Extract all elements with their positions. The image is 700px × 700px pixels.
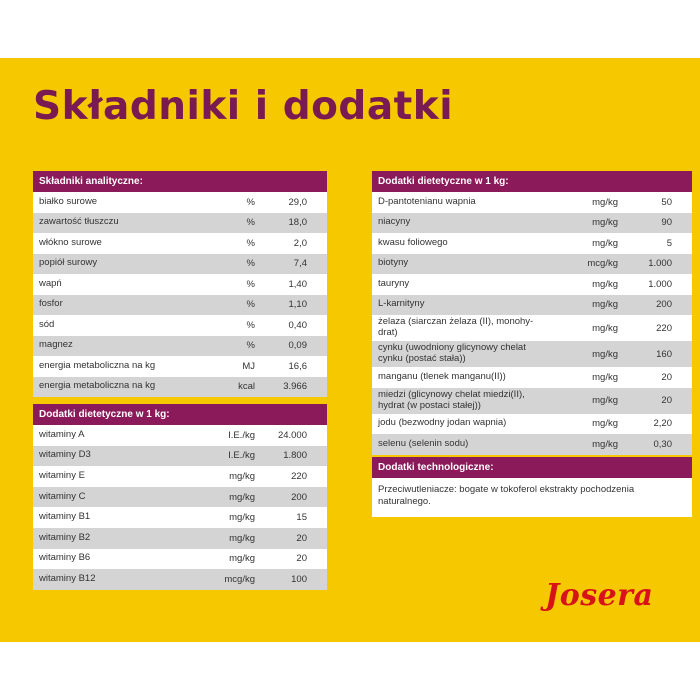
- table-row: [33, 213, 327, 234]
- row-value: 5: [666, 237, 672, 249]
- row-value: 2,20: [653, 418, 672, 430]
- row-label: witaminy B1: [39, 511, 91, 523]
- row-value: 200: [291, 491, 307, 503]
- row-unit: %: [246, 319, 255, 331]
- additives-panel: [372, 171, 692, 455]
- table-row: [33, 466, 327, 487]
- row-value: 1,40: [288, 278, 307, 290]
- row-value: 50: [661, 196, 672, 208]
- row-unit: %: [246, 278, 255, 290]
- row-unit: MJ: [242, 360, 255, 372]
- row-unit: %: [246, 237, 255, 249]
- table-row: [33, 425, 327, 446]
- row-unit: kcal: [238, 381, 255, 393]
- row-unit: mg/kg: [592, 395, 618, 406]
- row-unit: mg/kg: [229, 532, 255, 544]
- row-unit: mg/kg: [229, 553, 255, 565]
- row-label: witaminy A: [39, 428, 85, 440]
- row-unit: mg/kg: [592, 418, 618, 430]
- vitamins-table: [33, 425, 327, 590]
- table-row: [33, 377, 327, 398]
- table-row: [372, 274, 692, 295]
- table-row: [33, 549, 327, 570]
- row-label: kwasu foliowego: [378, 236, 448, 248]
- table-row: [372, 315, 692, 341]
- row-unit: mg/kg: [592, 217, 618, 229]
- row-unit: I.E./kg: [228, 450, 255, 462]
- row-value: 200: [656, 299, 672, 311]
- row-value: 1.800: [283, 450, 307, 462]
- row-label: witaminy D3: [39, 449, 91, 461]
- row-value: 3.966: [283, 381, 307, 393]
- row-label: włókno surowe: [39, 236, 102, 248]
- row-unit: %: [246, 196, 255, 208]
- row-value: 20: [661, 395, 672, 406]
- table-row: [33, 192, 327, 213]
- table-row: [33, 446, 327, 467]
- row-unit: mg/kg: [592, 371, 618, 383]
- analytic-table: [33, 192, 327, 397]
- row-unit: mg/kg: [592, 278, 618, 290]
- row-label: wapń: [39, 277, 62, 289]
- table-row: [33, 233, 327, 254]
- row-value: 0,30: [653, 438, 672, 450]
- row-label: witaminy B12: [39, 572, 96, 584]
- row-label: manganu (tlenek manganu(II)): [378, 370, 506, 382]
- vitamins-panel: [33, 404, 327, 590]
- row-unit: mg/kg: [592, 237, 618, 249]
- row-unit: mcg/kg: [224, 573, 255, 585]
- row-value: 20: [296, 532, 307, 544]
- table-row: [33, 569, 327, 590]
- row-unit: mg/kg: [592, 196, 618, 208]
- table-row: [33, 336, 327, 357]
- row-value: 0,40: [288, 319, 307, 331]
- table-row: [372, 434, 692, 455]
- row-label: zawartość tłuszczu: [39, 216, 119, 228]
- row-label: witaminy E: [39, 470, 85, 482]
- row-label: fosfor: [39, 298, 63, 310]
- row-label: witaminy C: [39, 490, 86, 502]
- table-row: [33, 254, 327, 275]
- row-value: 160: [656, 348, 672, 360]
- vitamins-header: Dodatki dietetyczne w 1 kg:: [33, 404, 327, 425]
- table-row: [372, 295, 692, 316]
- row-unit: I.E./kg: [228, 429, 255, 441]
- row-label: energia metaboliczna na kg: [39, 359, 156, 371]
- table-row: [372, 388, 692, 414]
- table-row: [372, 414, 692, 435]
- row-label: energia metaboliczna na kg: [39, 380, 156, 392]
- table-row: [372, 233, 692, 254]
- table-row: [372, 254, 692, 275]
- row-value: 1.000: [648, 258, 672, 270]
- row-value: 20: [296, 553, 307, 565]
- table-row: [372, 367, 692, 388]
- row-label: żelaza (siarczan żelaza (II), monohy- drat): [378, 316, 534, 338]
- table-row: [33, 315, 327, 336]
- row-value: 100: [291, 573, 307, 585]
- row-unit: mg/kg: [592, 299, 618, 311]
- row-value: 24.000: [277, 429, 307, 441]
- row-unit: mcg/kg: [587, 258, 618, 270]
- additives-table: [372, 192, 692, 455]
- row-value: 15: [296, 512, 307, 524]
- page-title: Składniki i dodatki: [33, 84, 454, 129]
- row-label: selenu (selenin sodu): [378, 437, 469, 449]
- row-label: L-karnityny: [378, 298, 425, 310]
- row-label: witaminy B6: [39, 552, 91, 564]
- row-value: 220: [656, 322, 672, 334]
- table-row: [33, 487, 327, 508]
- additives-header: Dodatki dietetyczne w 1 kg:: [372, 171, 692, 192]
- table-row: [33, 507, 327, 528]
- row-value: 18,0: [288, 217, 307, 229]
- row-value: 90: [661, 217, 672, 229]
- row-value: 0,09: [288, 340, 307, 352]
- row-unit: %: [246, 258, 255, 270]
- row-label: niacyny: [378, 216, 411, 228]
- row-value: 29,0: [288, 196, 307, 208]
- row-label: białko surowe: [39, 195, 98, 207]
- table-row: [33, 528, 327, 549]
- row-value: 16,6: [288, 360, 307, 372]
- table-row: [372, 341, 692, 367]
- row-label: witaminy B2: [39, 531, 91, 543]
- row-label: tauryny: [378, 277, 410, 289]
- tech-header: Dodatki technologiczne:: [372, 457, 692, 478]
- row-unit: %: [246, 340, 255, 352]
- row-unit: %: [246, 299, 255, 311]
- tech-text: Przeciwutleniacze: bogate w tokoferol ekstrakty pochodzenia naturalnego.: [372, 478, 692, 517]
- row-value: 7,4: [293, 258, 307, 270]
- row-label: jodu (bezwodny jodan wapnia): [378, 417, 507, 429]
- row-unit: mg/kg: [229, 470, 255, 482]
- table-row: [33, 356, 327, 377]
- table-row: [33, 295, 327, 316]
- row-value: 1,10: [288, 299, 307, 311]
- row-unit: %: [246, 217, 255, 229]
- row-unit: mg/kg: [592, 438, 618, 450]
- table-row: [372, 213, 692, 234]
- row-value: 220: [291, 470, 307, 482]
- table-row: [372, 192, 692, 213]
- row-unit: mg/kg: [229, 491, 255, 503]
- analytic-header: Składniki analityczne:: [33, 171, 327, 192]
- row-label: D-pantotenianu wapnia: [378, 195, 476, 207]
- row-label: miedzi (glicynowy chelat miedzi(II), hydrat (w postaci stałej)): [378, 388, 525, 411]
- row-value: 1.000: [648, 278, 672, 290]
- row-value: 20: [661, 371, 672, 383]
- tech-panel: [372, 457, 692, 517]
- row-label: magnez: [39, 339, 73, 351]
- row-value: 2,0: [293, 237, 307, 249]
- row-label: cynku (uwodniony glicynowy chelat cynku (postać stała)): [378, 342, 526, 364]
- table-row: [33, 274, 327, 295]
- row-unit: mg/kg: [592, 322, 618, 334]
- row-label: popiół surowy: [39, 257, 98, 269]
- analytic-panel: [33, 171, 327, 397]
- row-label: sód: [39, 318, 55, 330]
- row-label: biotyny: [378, 257, 409, 269]
- josera-logo: Josera: [545, 578, 654, 613]
- row-unit: mg/kg: [229, 512, 255, 524]
- row-unit: mg/kg: [592, 348, 618, 360]
